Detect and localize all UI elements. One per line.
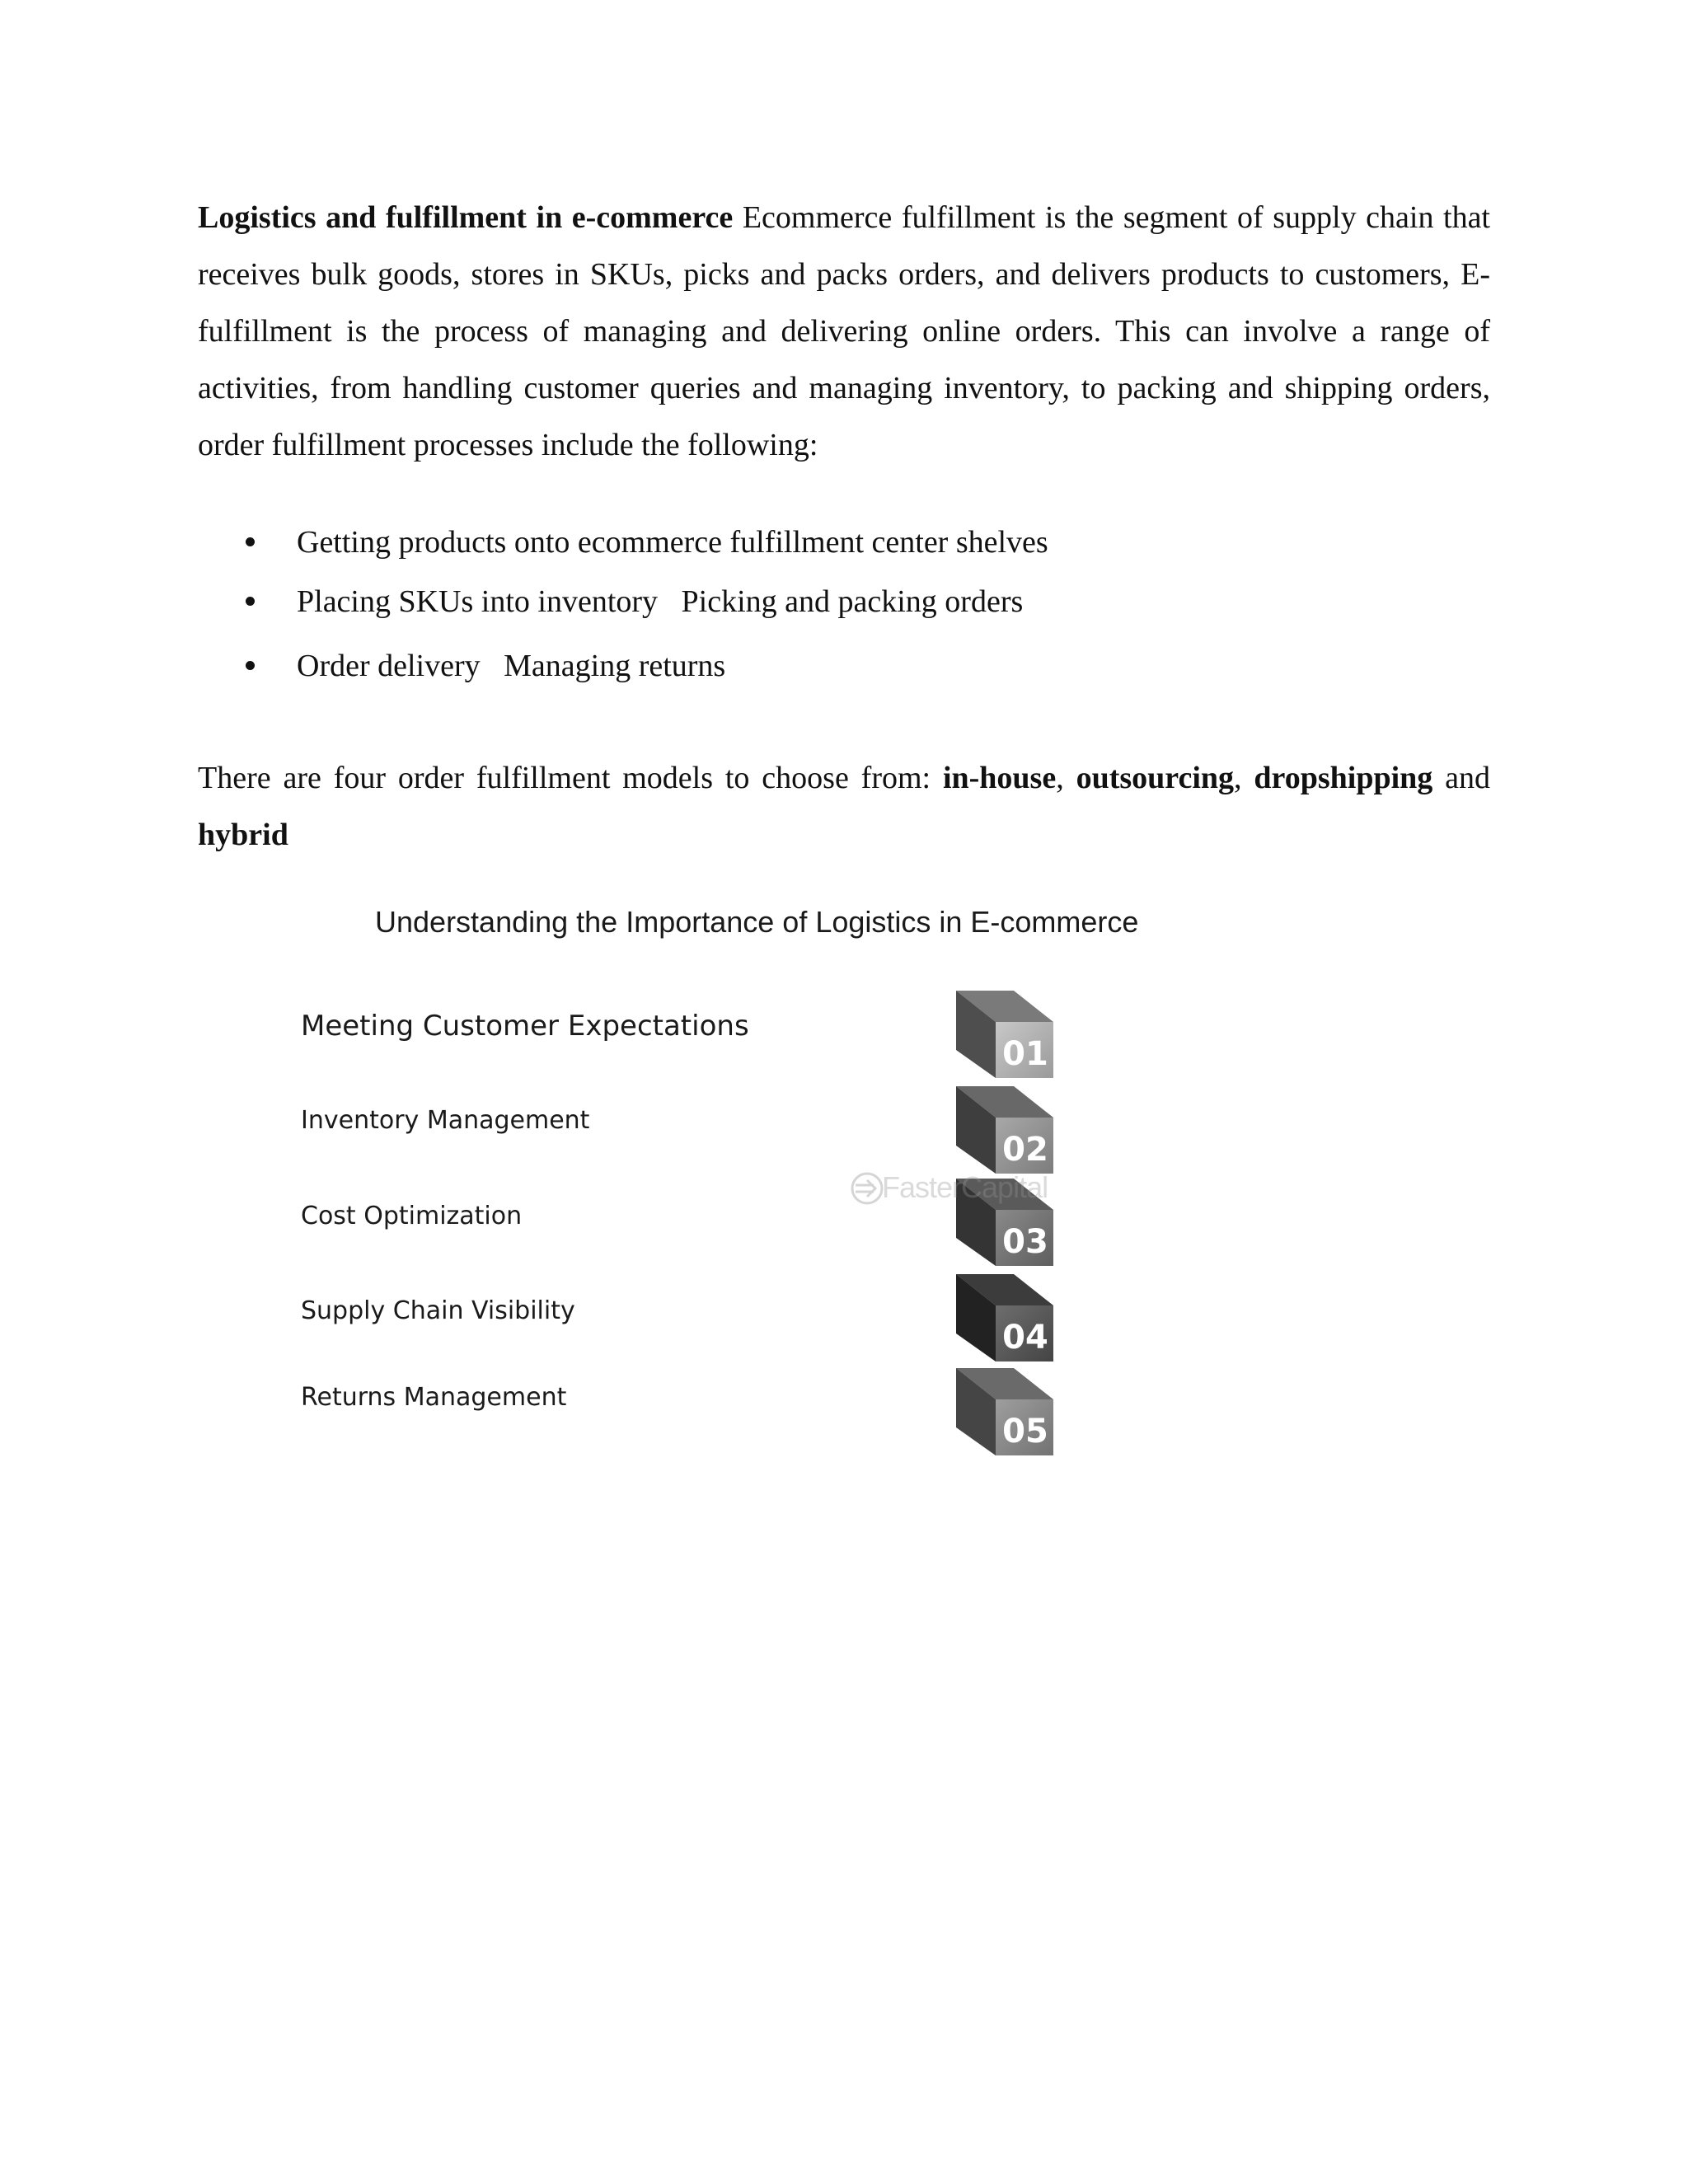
infographic-item-label: Supply Chain Visibility xyxy=(301,1296,575,1325)
separator-text: , xyxy=(1056,761,1076,795)
model-in-house: in-house xyxy=(942,761,1057,795)
section-heading: Logistics and fulfillment in e-commerce xyxy=(198,200,734,235)
logistics-infographic xyxy=(280,890,1187,1483)
model-hybrid: hybrid xyxy=(198,818,288,852)
model-outsourcing: outsourcing xyxy=(1076,761,1235,795)
models-intro-text: There are four order fulfillment models to choose from: xyxy=(198,761,943,795)
bullet-icon xyxy=(246,661,255,670)
infographic-title: Understanding the Importance of Logistics in E-commerce xyxy=(375,905,1139,939)
list-item-text: Getting products onto ecommerce fulfillment center shelves xyxy=(297,525,1048,560)
watermark-text: FasterCapital xyxy=(882,1170,1048,1204)
number-cube-05 xyxy=(956,1368,1055,1457)
number-cube-01 xyxy=(956,991,1055,1080)
list-item-text: Order delivery Managing returns xyxy=(297,649,726,683)
cube-number: 05 xyxy=(1002,1413,1048,1451)
infographic-item-label: Inventory Management xyxy=(301,1106,590,1135)
cube-number: 02 xyxy=(1002,1131,1048,1169)
list-item xyxy=(198,513,1490,572)
cube-number: 04 xyxy=(1002,1319,1048,1357)
process-bullet-list xyxy=(198,513,1490,696)
number-cube-04 xyxy=(956,1274,1055,1363)
separator-text: and xyxy=(1432,761,1491,795)
separator-text: , xyxy=(1234,761,1254,795)
infographic-item-label: Meeting Customer Expectations xyxy=(301,1010,749,1043)
intro-paragraph xyxy=(198,190,1490,474)
number-cube-02 xyxy=(956,1086,1055,1175)
cube-number: 03 xyxy=(1002,1223,1048,1261)
model-dropshipping: dropshipping xyxy=(1254,761,1433,795)
list-item xyxy=(198,636,1490,696)
watermark-logo-icon xyxy=(849,1170,885,1207)
list-item-text: Placing SKUs into inventory Picking and packing orders xyxy=(297,584,1024,619)
infographic-item-label: Cost Optimization xyxy=(301,1202,523,1230)
cube-number: 01 xyxy=(1002,1035,1048,1073)
infographic-item-label: Returns Management xyxy=(301,1383,567,1412)
models-paragraph xyxy=(198,750,1490,864)
list-item xyxy=(198,572,1490,631)
intro-body-text: Ecommerce fulfillment is the segment of supply chain that receives bulk goods, stores in SKUs, picks and packs orders, and delivers products to customers, E-fulfillment is the process of managing and delivering online orders. This can involve a range of activities, from handling customer queries and managing inventory, to packing and shipping orders, order fulfillment processes include the following: xyxy=(198,200,1490,462)
bullet-icon xyxy=(246,537,255,546)
bullet-icon xyxy=(246,597,255,606)
